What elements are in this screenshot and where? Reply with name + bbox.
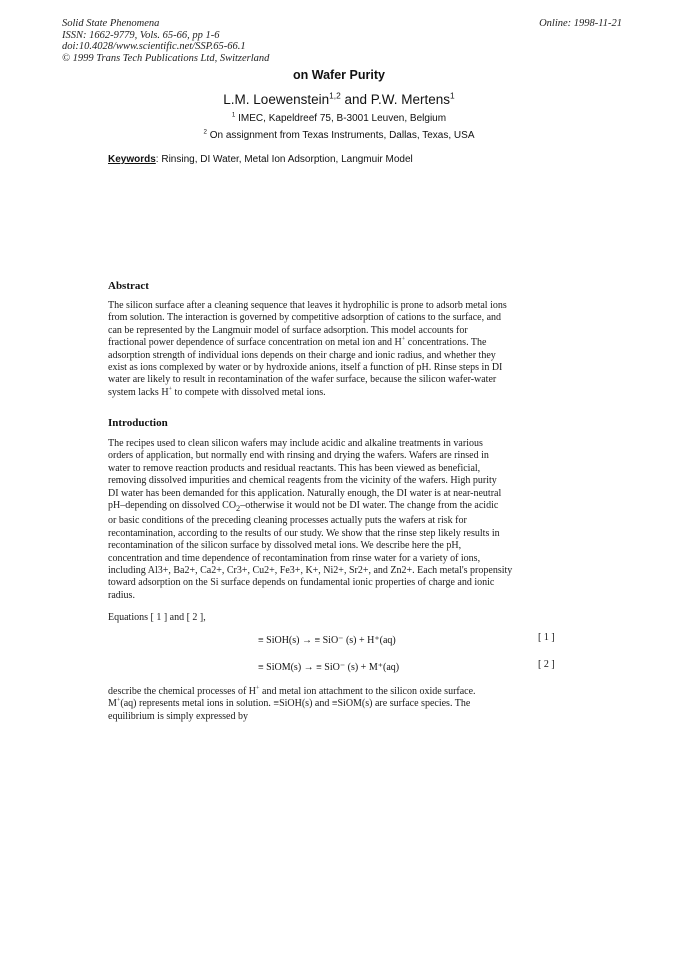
text-span: –otherwise it would not be DI water. The change from the acidic — [240, 500, 499, 512]
author-2: and P.W. Mertens — [340, 92, 451, 107]
introduction-paragraph — [108, 438, 553, 602]
text-line: orders of application, but normally end with rinsing and drying the wafers. Wafers are rinsed in — [108, 450, 489, 462]
paper-title: on Wafer Purity — [293, 68, 385, 82]
text-line: The recipes used to clean silicon wafers may include acidic and alkaline treatments in various — [108, 438, 483, 449]
journal-header — [62, 18, 622, 64]
equation-2-number: [ 2 ] — [538, 659, 555, 670]
text-line: including Al3+, Ba2+, Ca2+, Cr3+, Cu2+, Fe3+, K+, Ni2+, Sr2+, and Zn2+. Each metal's propensity — [108, 565, 513, 577]
equation-1-number: [ 1 ] — [538, 632, 555, 643]
text-line: adsorption strength of individual ions depends on their charge and ionic radius, and whether they — [108, 349, 496, 361]
text-span: and metal ion attachment to the silicon oxide surface. — [259, 686, 476, 697]
issn-line: ISSN: 1662-9779, Vols. 65-66, pp 1-6 — [62, 29, 220, 41]
text-line: concentration and time dependence of recontamination from rinse water for a variety of ions, — [108, 552, 481, 564]
text-span: M — [108, 698, 117, 710]
keywords-text: : Rinsing, DI Water, Metal Ion Adsorption, Langmuir Model — [155, 154, 413, 165]
superscript: + — [256, 684, 260, 692]
journal-name: Solid State Phenomena — [62, 18, 160, 29]
affiliation-1-text: IMEC, Kapeldreef 75, B-3001 Leuven, Belgium — [235, 113, 447, 124]
affiliation-1-mark: 1 — [231, 111, 236, 119]
text-line: recontamination, according to the results of our study. We show that the rinse step likely results in — [108, 527, 500, 539]
text-span: concentrations. The — [405, 337, 487, 349]
text-line — [108, 686, 553, 698]
equation-1: ≡ SiOH(s) → ≡ SiO⁻ (s) + H⁺(aq) — [258, 635, 396, 646]
text-line: or basic conditions of the preceding cleaning processes actually puts the wafers at risk for — [108, 515, 467, 527]
author-2-affiliation-mark: 1 — [450, 90, 455, 101]
abstract-heading: Abstract — [108, 280, 149, 292]
author-1-affiliation-mark: 1,2 — [329, 90, 341, 101]
text-line: water are likely to result in recontamination of the wafer surface, because the silicon wafer-water — [108, 374, 497, 386]
text-line: water to remove reaction products and residual reactants. This has been viewed as beneficial, — [108, 462, 481, 474]
online-date: Online: 1998-11-21 — [539, 18, 622, 29]
copyright-line: © 1999 Trans Tech Publications Ltd, Switzerland — [62, 52, 270, 64]
text-line: equilibrium is simply expressed by — [108, 710, 248, 722]
text-line: DI water has been demanded for this application. Naturally enough, the DI water is at near-neutral — [108, 487, 502, 499]
text-line — [108, 337, 553, 349]
text-line: from solution. The interaction is governed by competitive adsorption of cations to the surface, and — [108, 312, 502, 324]
text-line: can be represented by the Langmuir model of surface adsorption. This model accounts for — [108, 324, 468, 336]
text-line: radius. — [108, 589, 135, 601]
text-span: pH–depending on dissolved CO — [108, 500, 237, 512]
text-line: removing dissolved impurities and chemical reagents from the vicinity of the wafers. High purity — [108, 475, 497, 487]
keywords-label: Keywords — [108, 154, 156, 165]
subscript: 2 — [236, 504, 241, 514]
closing-paragraph — [108, 686, 553, 723]
affiliation-1 — [0, 113, 678, 124]
equations-intro — [108, 612, 553, 624]
text-span: describe the chemical processes of H — [108, 686, 256, 697]
affiliation-2-text: On assignment from Texas Instruments, Dallas, Texas, USA — [206, 130, 475, 141]
text-line: The silicon surface after a cleaning sequence that leaves it hydrophilic is prone to adsorb metal ions — [108, 300, 507, 311]
superscript: + — [401, 335, 406, 343]
introduction-heading: Introduction — [108, 417, 168, 429]
superscript: + — [116, 697, 121, 705]
text-line: recontamination of the silicon surface by dissolved metal ions. We describe here the pH, — [108, 540, 462, 552]
text-line: Equations [ 1 ] and [ 2 ], — [108, 612, 206, 623]
text-line: toward adsorption on the Si surface depends on fundamental ionic properties of charge and ionic — [108, 577, 495, 589]
superscript: + — [168, 385, 173, 393]
doi-line: doi:10.4028/www.scientific.net/SSP.65-66.1 — [62, 41, 246, 52]
author-line — [0, 92, 678, 107]
text-line: exist as ions complexed by water or by hydroxide anions, itself a function of pH. Rinse steps in DI — [108, 362, 503, 374]
affiliation-2-mark: 2 — [203, 128, 207, 136]
text-line — [108, 698, 553, 710]
equation-2: ≡ SiOM(s) → ≡ SiO⁻ (s) + M⁺(aq) — [258, 662, 400, 673]
text-span: (aq) represents metal ions in solution. ≡SiOH(s) and ≡SiOM(s) are surface species. The — [120, 698, 471, 710]
keywords-line — [108, 154, 413, 165]
abstract-paragraph — [108, 300, 553, 399]
affiliation-2 — [0, 130, 678, 141]
text-span: fractional power dependence of surface concentration on metal ion and H — [108, 337, 402, 349]
text-span: to compete with dissolved metal ions. — [172, 386, 326, 398]
text-line — [108, 387, 553, 399]
text-span: system lacks H — [108, 386, 169, 398]
author-1: L.M. Loewenstein — [223, 92, 330, 107]
text-line — [108, 500, 553, 515]
